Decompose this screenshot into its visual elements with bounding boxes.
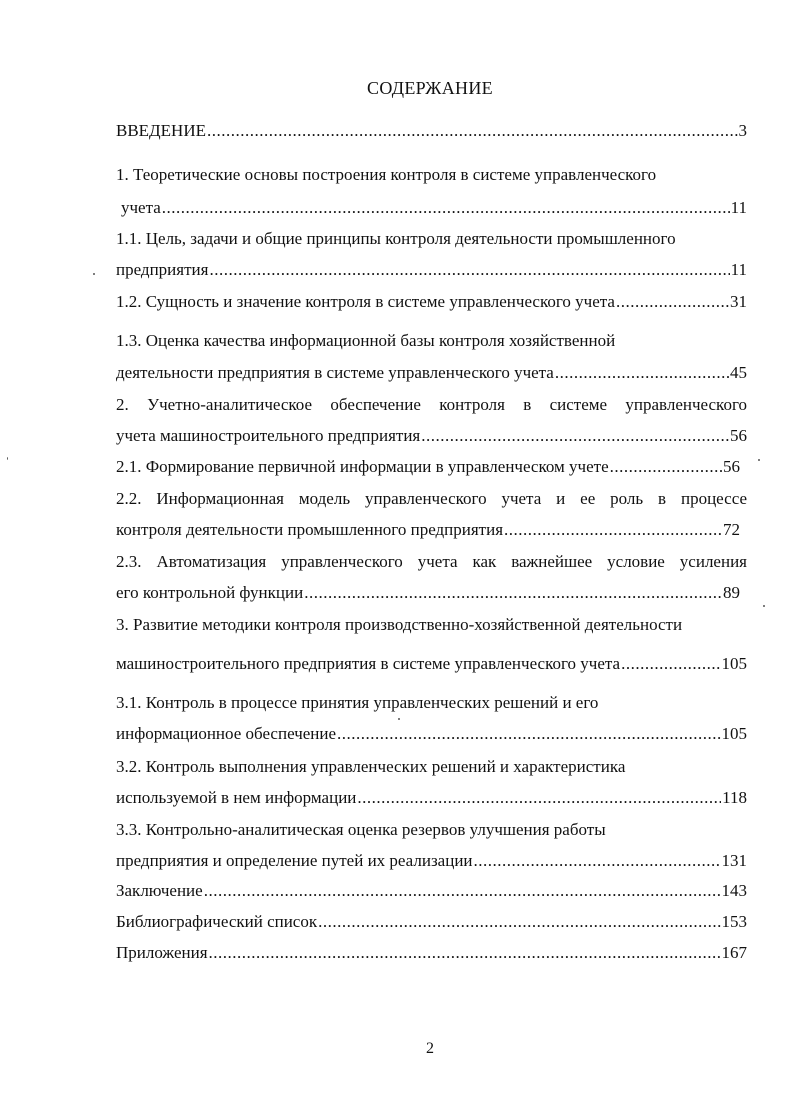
dot-leader xyxy=(504,519,722,541)
toc-section-1-1-title: 1.1. Цель, задачи и общие принципы контроля деятельности промышленного xyxy=(116,229,676,248)
toc-section-3-3-title: 3.3. Контрольно-аналитическая оценка резервов улучшения работы xyxy=(116,820,606,839)
dot-leader xyxy=(304,582,722,604)
toc-entry-page: 11 xyxy=(730,260,747,279)
toc-section-3-1 xyxy=(116,723,747,745)
toc-appendices xyxy=(116,942,747,964)
scan-speck xyxy=(7,457,8,460)
toc-section-1-2 xyxy=(116,291,747,313)
toc-entry-page: 131 xyxy=(721,851,747,870)
toc-section-2-2-title xyxy=(116,488,747,510)
dot-leader xyxy=(337,723,720,745)
toc-section-2-3 xyxy=(116,582,740,604)
toc-entry-text: 2. Учетно-аналитическое обеспечение контроля в системе управленческого xyxy=(116,395,747,414)
toc-entry-text: 2.1. Формирование первичной информации в управленческом учете xyxy=(116,457,609,476)
toc-entry-page: 56 xyxy=(730,426,747,445)
scan-speck xyxy=(93,273,95,275)
dot-leader xyxy=(474,850,721,872)
dot-leader xyxy=(209,259,729,281)
toc-entry-text: деятельности предприятия в системе управленческого учета xyxy=(116,363,554,382)
scan-speck xyxy=(398,718,400,720)
toc-conclusion xyxy=(116,880,747,902)
toc-entry-text: предприятия xyxy=(116,260,209,279)
toc-chapter-3-title: 3. Развитие методики контроля производственно-хозяйственной деятельности xyxy=(116,615,683,634)
toc-entry-text: ВВЕДЕНИЕ xyxy=(116,121,206,140)
toc-entry-text: 2.3. Автоматизация управленческого учета как важнейшее условие усиления xyxy=(116,552,747,571)
toc-entry-page: 56 xyxy=(723,457,740,476)
scan-speck xyxy=(758,459,760,461)
toc-entry-text: Библиографический список xyxy=(116,912,318,931)
toc-entry-page: 89 xyxy=(723,583,740,602)
toc-section-3-2-title: 3.2. Контроль выполнения управленческих решений и характеристика xyxy=(116,757,626,776)
toc-section-2-1 xyxy=(116,456,740,478)
toc-entry-introduction xyxy=(116,120,747,142)
toc-chapter-1 xyxy=(121,197,747,219)
toc-chapter-2-title xyxy=(116,394,747,416)
toc-section-1-3 xyxy=(116,362,747,384)
toc-entry-text: учета xyxy=(121,198,161,217)
toc-chapter-2 xyxy=(116,425,747,447)
toc-entry-text: 1.2. Сущность и значение контроля в системе управленческого учета xyxy=(116,292,615,311)
toc-section-2-3-title xyxy=(116,551,747,573)
toc-section-2-2 xyxy=(116,519,740,541)
toc-entry-page: 167 xyxy=(721,943,747,962)
toc-section-3-1-title: 3.1. Контроль в процессе принятия управленческих решений и его xyxy=(116,693,599,712)
toc-entry-text: информационное обеспечение xyxy=(116,724,337,743)
toc-entry-page: 153 xyxy=(721,912,747,931)
dot-leader xyxy=(621,653,720,675)
dot-leader xyxy=(162,197,730,219)
toc-entry-text: его контрольной функции xyxy=(116,583,304,602)
toc-section-3-2 xyxy=(116,787,747,809)
toc-bibliography xyxy=(116,911,747,933)
page-title: СОДЕРЖАНИЕ xyxy=(367,78,493,98)
toc-entry-text: Заключение xyxy=(116,881,203,900)
dot-leader xyxy=(555,362,729,384)
page-number: 2 xyxy=(426,1040,434,1057)
dot-leader xyxy=(357,787,721,809)
toc-chapter-1-title: 1. Теоретические основы построения контроля в системе управленческого xyxy=(116,165,657,184)
dot-leader xyxy=(204,880,721,902)
toc-entry-page: 3 xyxy=(738,121,747,140)
dot-leader xyxy=(616,291,729,313)
toc-chapter-3 xyxy=(116,653,747,675)
toc-entry-text: Приложения xyxy=(116,943,208,962)
toc-entry-page: 31 xyxy=(730,292,747,311)
toc-section-1-3-title: 1.3. Оценка качества информационной базы контроля хозяйственной xyxy=(116,331,616,350)
toc-entry-page: 118 xyxy=(722,788,747,807)
toc-entry-page: 11 xyxy=(730,198,747,217)
toc-entry-text: учета машиностроительного предприятия xyxy=(116,426,421,445)
toc-section-3-3 xyxy=(116,850,747,872)
toc-entry-text: используемой в нем информации xyxy=(116,788,357,807)
toc-entry-text: 2.2. Информационная модель управленческого учета и ее роль в процессе xyxy=(116,489,747,508)
toc-entry-page: 105 xyxy=(721,724,747,743)
scan-speck xyxy=(763,605,765,607)
dot-leader xyxy=(209,942,721,964)
toc-entry-page: 105 xyxy=(721,654,747,673)
toc-entry-page: 45 xyxy=(730,363,747,382)
toc-entry-page: 72 xyxy=(723,520,740,539)
dot-leader xyxy=(421,425,729,447)
toc-entry-text: машиностроительного предприятия в системе управленческого учета xyxy=(116,654,621,673)
toc-entry-page: 143 xyxy=(721,881,747,900)
dot-leader xyxy=(207,120,738,142)
toc-entry-text: предприятия и определение путей их реализации xyxy=(116,851,473,870)
dot-leader xyxy=(610,456,722,478)
toc-section-1-1 xyxy=(116,259,747,281)
toc-entry-text: контроля деятельности промышленного предприятия xyxy=(116,520,504,539)
dot-leader xyxy=(318,911,720,933)
